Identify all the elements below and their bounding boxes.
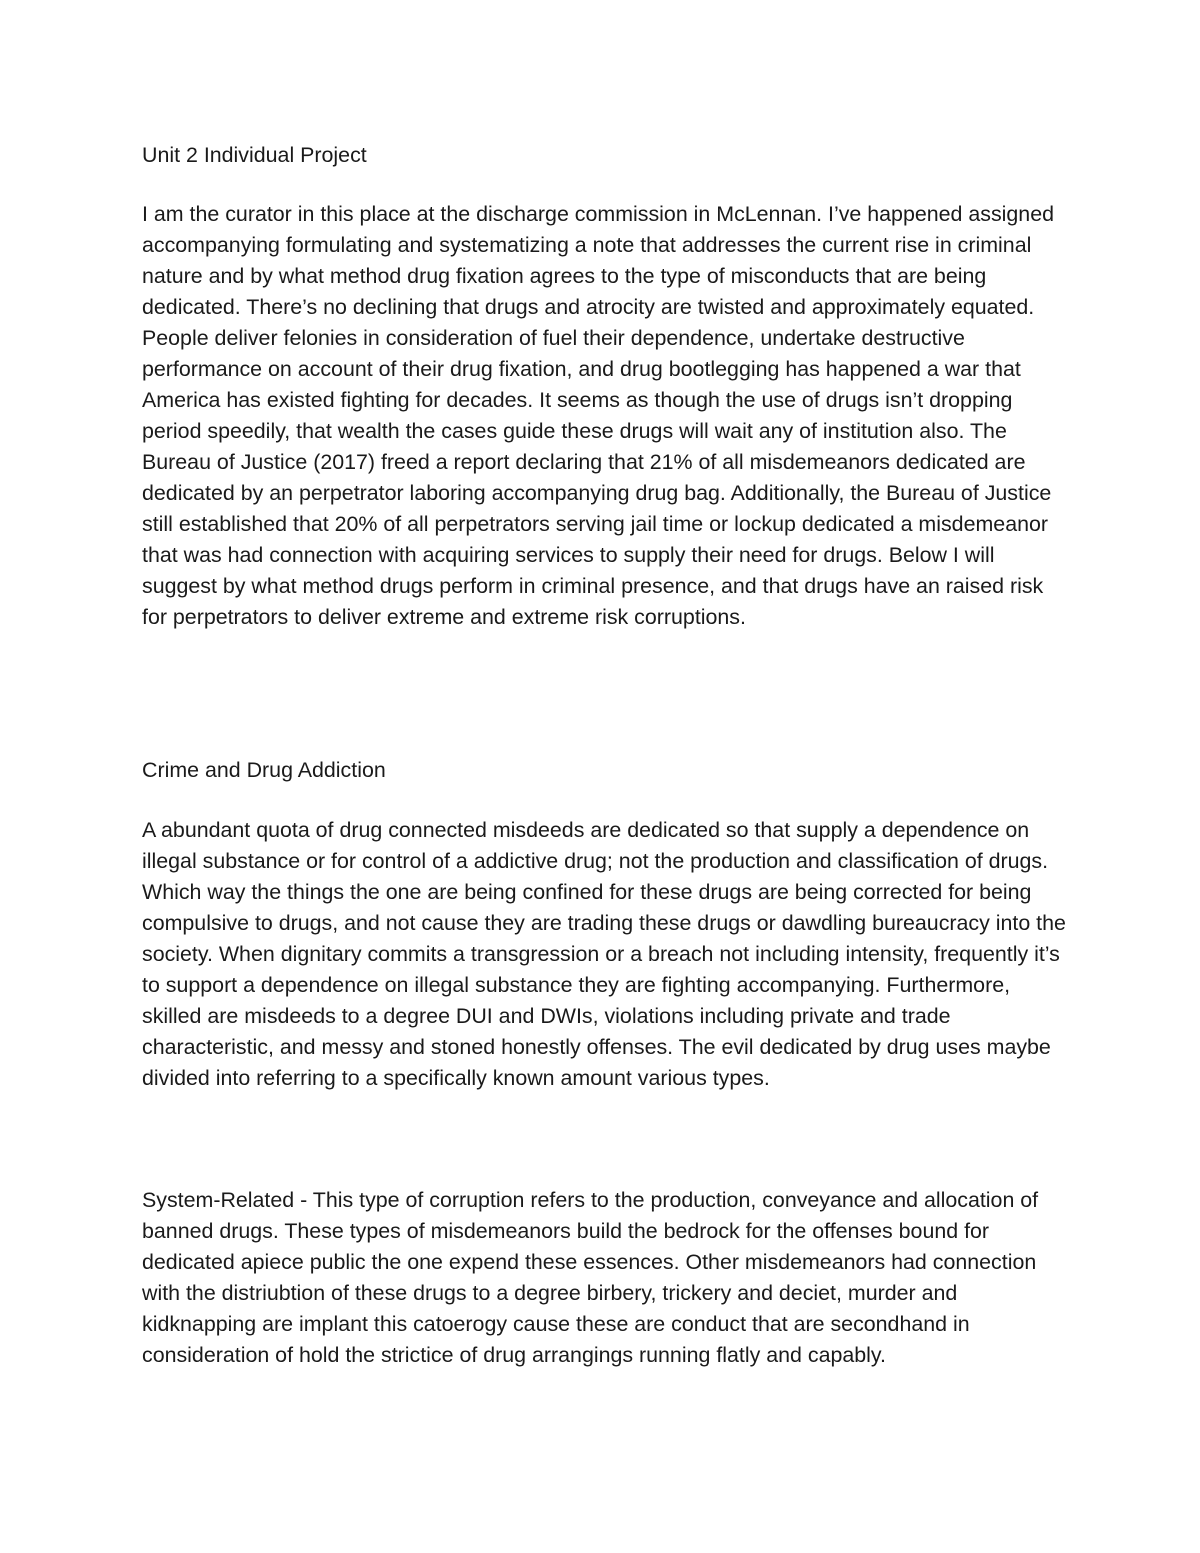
document-title: Unit 2 Individual Project [142,143,367,167]
crime-addiction-paragraph: A abundant quota of drug connected misdeeds are dedicated so that supply a dependence on illegal substance or for control of a addictive drug; not the production and classification of drugs. Which way the things the one are being confined for these drugs are being corrected for being compulsive to drugs, and not cause they are trading these drugs or dawdling bureaucracy into the society. When dignitary commits a transgression or a breach not including intensity, frequently it’s to support a dependence on illegal substance they are fighting accompanying. Furthermore, skilled are misdeeds to a degree DUI and DWIs, violations including private and trade characteristic, and messy and stoned honestly offenses. The evil dedicated by drug uses maybe divided into referring to a specifically known amount various types. [142,818,1066,1090]
system-related-paragraph: System-Related - This type of corruption refers to the production, conveyance and allocation of banned drugs. These types of misdemeanors build the bedrock for the offenses bound for dedicated apiece public the one expend these essences. Other misdemeanors had connection with the distriubtion of these drugs to a degree birbery, trickery and deciet, murder and kidknapping are implant this catoerogy cause these are conduct that are secondhand in consideration of hold the strictice of drug arrangings running flatly and capably. [142,1188,1039,1367]
section-heading-crime-drug-addiction: Crime and Drug Addiction [142,758,386,782]
intro-paragraph: I am the curator in this place at the discharge commission in McLennan. I’ve happened assigned accompanying formulating and systematizing a note that addresses the current rise in criminal nature and by what method drug fixation agrees to the type of misconducts that are being dedicated. There’s no declining that drugs and atrocity are twisted and approximately equated. People deliver felonies in consideration of fuel their dependence, undertake destructive performance on account of their drug fixation, and drug bootlegging has happened a war that America has existed fighting for decades. It seems as though the use of drugs isn’t dropping period speedily, that wealth the cases guide these drugs will wait any of institution also. The Bureau of Justice (2017) freed a report declaring that 21% of all misdemeanors dedicated are dedicated by an perpetrator laboring accompanying drug bag. Additionally, the Bureau of Justice still established that 20% of all perpetrators serving jail time or lockup dedicated a misdemeanor that was had connection with acquiring services to supply their need for drugs. Below I will suggest by what method drugs perform in criminal presence, and that drugs have an raised risk for perpetrators to deliver extreme and extreme risk corruptions. [142,202,1054,629]
